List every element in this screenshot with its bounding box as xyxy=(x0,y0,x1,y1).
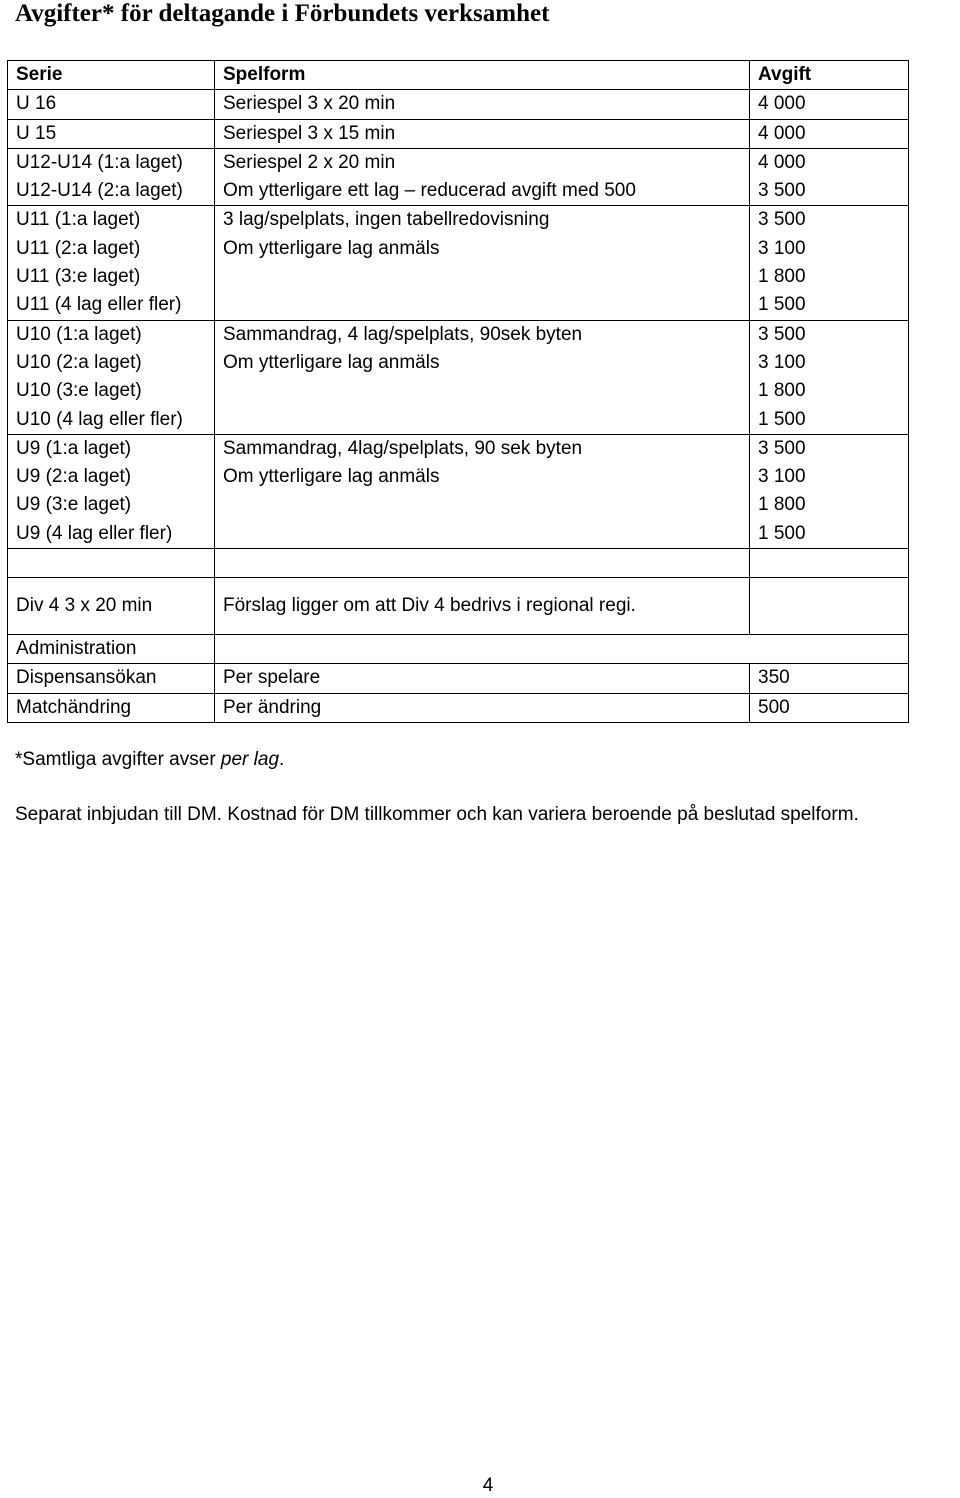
cell-serie: U 16 xyxy=(8,90,215,119)
cell-avgift: 4 000 xyxy=(750,90,909,119)
table-row xyxy=(8,206,909,320)
empty-cell xyxy=(8,549,215,578)
cell-spelform: Seriespel 3 x 20 min xyxy=(215,90,750,119)
cell-serie: U 15 xyxy=(8,119,215,148)
admin-row xyxy=(8,693,909,722)
cell-spelform: Per spelare xyxy=(215,664,750,693)
cell-serie: Administration xyxy=(8,635,215,664)
cell-avgift: 4 000 3 500 xyxy=(750,148,909,206)
spacer-row xyxy=(8,549,909,578)
cell-spelform: Per ändring xyxy=(215,693,750,722)
admin-label-row xyxy=(8,635,909,664)
cell-avgift: 350 xyxy=(750,664,909,693)
page-number: 4 xyxy=(482,1475,494,1496)
cell-serie: U9 (1:a laget) U9 (2:a laget) U9 (3:e laget) U9 (4 lag eller fler) xyxy=(8,434,215,548)
table-header-row xyxy=(8,61,909,90)
cell-spelform: Förslag ligger om att Div 4 bedrivs i regional regi. xyxy=(215,578,750,635)
header-avgift: Avgift xyxy=(750,61,909,90)
cell-avgift: 4 000 xyxy=(750,119,909,148)
cell-serie: Div 4 3 x 20 min xyxy=(8,578,215,635)
empty-cell xyxy=(215,549,750,578)
cell-serie: U12-U14 (1:a laget) U12-U14 (2:a laget) xyxy=(8,148,215,206)
header-serie: Serie xyxy=(8,61,215,90)
header-spelform: Spelform xyxy=(215,61,750,90)
cell-serie: U11 (1:a laget) U11 (2:a laget) U11 (3:e laget) U11 (4 lag eller fler) xyxy=(8,206,215,320)
cell-spelform: Seriespel 3 x 15 min xyxy=(215,119,750,148)
table-row xyxy=(8,434,909,548)
cell-spelform: Sammandrag, 4lag/spelplats, 90 sek byten Om ytterligare lag anmäls xyxy=(215,434,750,548)
empty-cell xyxy=(215,635,909,664)
cell-spelform: Sammandrag, 4 lag/spelplats, 90sek byten Om ytterligare lag anmäls xyxy=(215,320,750,434)
cell-serie: Dispensansökan xyxy=(8,664,215,693)
fees-note: *Samtliga avgifter avser per lag. xyxy=(15,749,285,770)
table-row xyxy=(8,90,909,119)
empty-cell xyxy=(750,578,909,635)
empty-cell xyxy=(750,549,909,578)
table-row xyxy=(8,119,909,148)
div4-row xyxy=(8,578,909,635)
table-row xyxy=(8,148,909,206)
cell-avgift: 3 500 3 100 1 800 1 500 xyxy=(750,206,909,320)
cell-serie: U10 (1:a laget) U10 (2:a laget) U10 (3:e laget) U10 (4 lag eller fler) xyxy=(8,320,215,434)
page-title: Avgifter* för deltagande i Förbundets verksamhet xyxy=(15,0,550,27)
cell-serie: Matchändring xyxy=(8,693,215,722)
cell-avgift: 3 500 3 100 1 800 1 500 xyxy=(750,320,909,434)
table-row xyxy=(8,320,909,434)
cell-spelform: Seriespel 2 x 20 min Om ytterligare ett lag – reducerad avgift med 500 xyxy=(215,148,750,206)
dm-note: Separat inbjudan till DM. Kostnad för DM tillkommer och kan variera beroende på beslutad spelform. xyxy=(15,804,859,825)
admin-row xyxy=(8,664,909,693)
cell-spelform: 3 lag/spelplats, ingen tabellredovisning Om ytterligare lag anmäls xyxy=(215,206,750,320)
cell-avgift: 500 xyxy=(750,693,909,722)
cell-avgift: 3 500 3 100 1 800 1 500 xyxy=(750,434,909,548)
fee-table xyxy=(7,60,909,723)
